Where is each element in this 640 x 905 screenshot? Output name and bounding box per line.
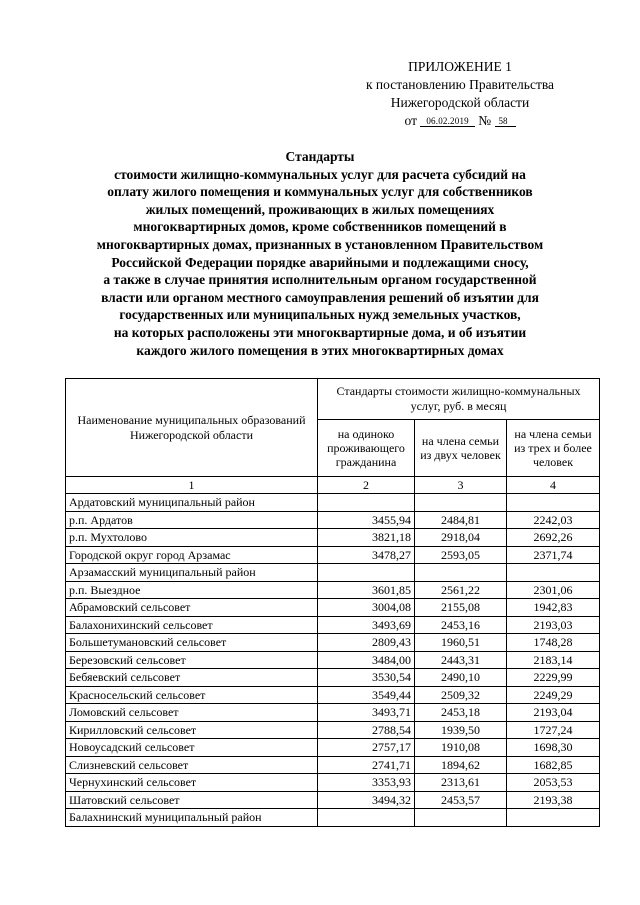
two-person-value xyxy=(415,809,507,827)
table-row xyxy=(66,774,600,792)
date-value: 06.02.2019 xyxy=(420,116,475,127)
column-index-row xyxy=(66,477,600,494)
municipality-name-cell: Бебяевский сельсовет xyxy=(66,669,318,687)
two-person-value: 1894,62 xyxy=(415,756,507,774)
title-line: Российской Федерации порядке аварийными и подлежащими сносу, xyxy=(111,254,529,270)
single-person-column-header: на одиноко проживающего гражданина xyxy=(318,420,415,477)
municipality-name-cell: р.п. Выездное xyxy=(66,581,318,599)
three-plus-value: 2053,53 xyxy=(507,774,600,792)
title-line: каждого жилого помещения в этих многоквартирных домах xyxy=(136,342,504,358)
three-plus-value xyxy=(507,564,600,582)
three-plus-value: 1698,30 xyxy=(507,739,600,757)
table-row xyxy=(66,634,600,652)
single-person-value: 3493,71 xyxy=(318,704,415,722)
three-plus-value: 2193,03 xyxy=(507,616,600,634)
table-row xyxy=(66,809,600,827)
single-person-value: 3549,44 xyxy=(318,686,415,704)
table-row xyxy=(66,651,600,669)
column-index: 1 xyxy=(66,477,318,494)
three-plus-value: 2193,38 xyxy=(507,791,600,809)
table-row xyxy=(66,721,600,739)
single-person-value: 3004,08 xyxy=(318,599,415,617)
three-plus-column-header: на члена семьи из трех и более человек xyxy=(507,420,600,477)
single-person-value: 3478,27 xyxy=(318,546,415,564)
title-line: многоквартирных домах, признанных в установленном Правительством xyxy=(96,236,544,252)
title-line: многоквартирных домов, кроме собственников помещений в xyxy=(133,219,507,235)
municipality-name-cell: Чернухинский сельсовет xyxy=(66,774,318,792)
three-plus-value: 2692,26 xyxy=(507,529,600,547)
two-person-value: 2918,04 xyxy=(415,529,507,547)
three-plus-value: 2183,14 xyxy=(507,651,600,669)
two-person-value: 2509,32 xyxy=(415,686,507,704)
municipality-name-cell: Ломовский сельсовет xyxy=(66,704,318,722)
table-row xyxy=(66,616,600,634)
appendix-resolution-line: к постановлению Правительства xyxy=(365,77,555,92)
standards-table xyxy=(65,378,600,827)
table-row xyxy=(66,756,600,774)
three-plus-value xyxy=(507,494,600,512)
three-plus-value: 2249,29 xyxy=(507,686,600,704)
three-plus-value: 2193,04 xyxy=(507,704,600,722)
table-row xyxy=(66,686,600,704)
two-person-value: 2443,31 xyxy=(415,651,507,669)
single-person-value: 3601,85 xyxy=(318,581,415,599)
title-line: а также в случае принятия исполнительным органом государственной xyxy=(103,272,537,288)
municipality-name-cell: Кирилловский сельсовет xyxy=(66,721,318,739)
municipality-name-cell: р.п. Мухтолово xyxy=(66,529,318,547)
column-index: 4 xyxy=(507,477,600,494)
three-plus-value: 2371,74 xyxy=(507,546,600,564)
single-person-value: 2757,17 xyxy=(318,739,415,757)
municipality-name-cell: Березовский сельсовет xyxy=(66,651,318,669)
number-prefix: № xyxy=(478,113,492,128)
two-person-value: 2561,22 xyxy=(415,581,507,599)
standards-group-header: Стандарты стоимости жилищно-коммунальных услуг, руб. в месяц xyxy=(318,379,600,420)
title-line: оплату жилого помещения и коммунальных услуг для собственников xyxy=(107,184,533,200)
municipality-name-cell: Городской округ город Арзамас xyxy=(66,546,318,564)
table-row xyxy=(66,511,600,529)
column-index: 2 xyxy=(318,477,415,494)
municipality-name-cell: Большетумановский сельсовет xyxy=(66,634,318,652)
appendix-block xyxy=(340,58,580,130)
municipality-name-cell: Красносельский сельсовет xyxy=(66,686,318,704)
table-row xyxy=(66,599,600,617)
title-line: жилых помещений, проживающих в жилых помещениях xyxy=(145,201,495,217)
table-row xyxy=(66,669,600,687)
single-person-value: 3484,00 xyxy=(318,651,415,669)
three-plus-value: 1682,85 xyxy=(507,756,600,774)
single-person-value: 3494,32 xyxy=(318,791,415,809)
single-person-value: 3353,93 xyxy=(318,774,415,792)
three-plus-value xyxy=(507,809,600,827)
table-row xyxy=(66,529,600,547)
municipality-name-cell: Абрамовский сельсовет xyxy=(66,599,318,617)
single-person-value: 3530,54 xyxy=(318,669,415,687)
two-person-value: 2155,08 xyxy=(415,599,507,617)
title-line: на которых расположены эти многоквартирные дома, и об изъятии xyxy=(113,324,527,340)
municipality-name-cell: Арзамасский муниципальный район xyxy=(66,564,318,582)
title-heading: Стандарты xyxy=(285,149,355,164)
title-line: стоимости жилищно-коммунальных услуг для расчета субсидий на xyxy=(114,166,526,182)
municipality-name-cell: Ардатовский муниципальный район xyxy=(66,494,318,512)
three-plus-value: 2242,03 xyxy=(507,511,600,529)
date-prefix: от xyxy=(404,113,417,128)
municipality-name-cell: Слизневский сельсовет xyxy=(66,756,318,774)
three-plus-value: 1727,24 xyxy=(507,721,600,739)
column-index: 3 xyxy=(415,477,507,494)
table-row xyxy=(66,791,600,809)
number-value: 58 xyxy=(495,116,516,127)
single-person-value xyxy=(318,564,415,582)
three-plus-value: 2229,99 xyxy=(507,669,600,687)
single-person-value xyxy=(318,809,415,827)
three-plus-value: 1748,28 xyxy=(507,634,600,652)
two-person-value: 1939,50 xyxy=(415,721,507,739)
two-person-value: 2490,10 xyxy=(415,669,507,687)
two-person-value: 1910,08 xyxy=(415,739,507,757)
municipality-name-cell: Шатовский сельсовет xyxy=(66,791,318,809)
appendix-date-line xyxy=(340,112,580,130)
single-person-value: 2741,71 xyxy=(318,756,415,774)
municipality-name-cell: Балахнинский муниципальный район xyxy=(66,809,318,827)
two-person-value: 2484,81 xyxy=(415,511,507,529)
single-person-value: 3493,69 xyxy=(318,616,415,634)
appendix-region-line: Нижегородской области xyxy=(390,95,530,110)
two-person-value: 2453,16 xyxy=(415,616,507,634)
single-person-value: 2788,54 xyxy=(318,721,415,739)
table-row xyxy=(66,581,600,599)
two-person-value: 1960,51 xyxy=(415,634,507,652)
two-person-value xyxy=(415,494,507,512)
table-row xyxy=(66,546,600,564)
two-person-value: 2313,61 xyxy=(415,774,507,792)
two-person-column-header: на члена семьи из двух человек xyxy=(415,420,507,477)
three-plus-value: 2301,06 xyxy=(507,581,600,599)
document-title xyxy=(50,148,590,359)
single-person-value xyxy=(318,494,415,512)
single-person-value: 2809,43 xyxy=(318,634,415,652)
two-person-value: 2593,05 xyxy=(415,546,507,564)
table-row xyxy=(66,704,600,722)
title-line: государственных или муниципальных нужд земельных участков, xyxy=(119,307,521,323)
two-person-value xyxy=(415,564,507,582)
municipality-name-cell: р.п. Ардатов xyxy=(66,511,318,529)
table-row xyxy=(66,494,600,512)
municipality-name-cell: Новоусадский сельсовет xyxy=(66,739,318,757)
three-plus-value: 1942,83 xyxy=(507,599,600,617)
table-row xyxy=(66,564,600,582)
municipality-name-cell: Балахонихинский сельсовет xyxy=(66,616,318,634)
title-line: власти или органом местного самоуправления решений об изъятии для xyxy=(101,289,539,305)
table-row xyxy=(66,739,600,757)
two-person-value: 2453,57 xyxy=(415,791,507,809)
two-person-value: 2453,18 xyxy=(415,704,507,722)
municipality-column-header: Наименование муниципальных образований Нижегородской области xyxy=(66,379,318,477)
appendix-title: ПРИЛОЖЕНИЕ 1 xyxy=(408,59,512,74)
single-person-value: 3821,18 xyxy=(318,529,415,547)
single-person-value: 3455,94 xyxy=(318,511,415,529)
